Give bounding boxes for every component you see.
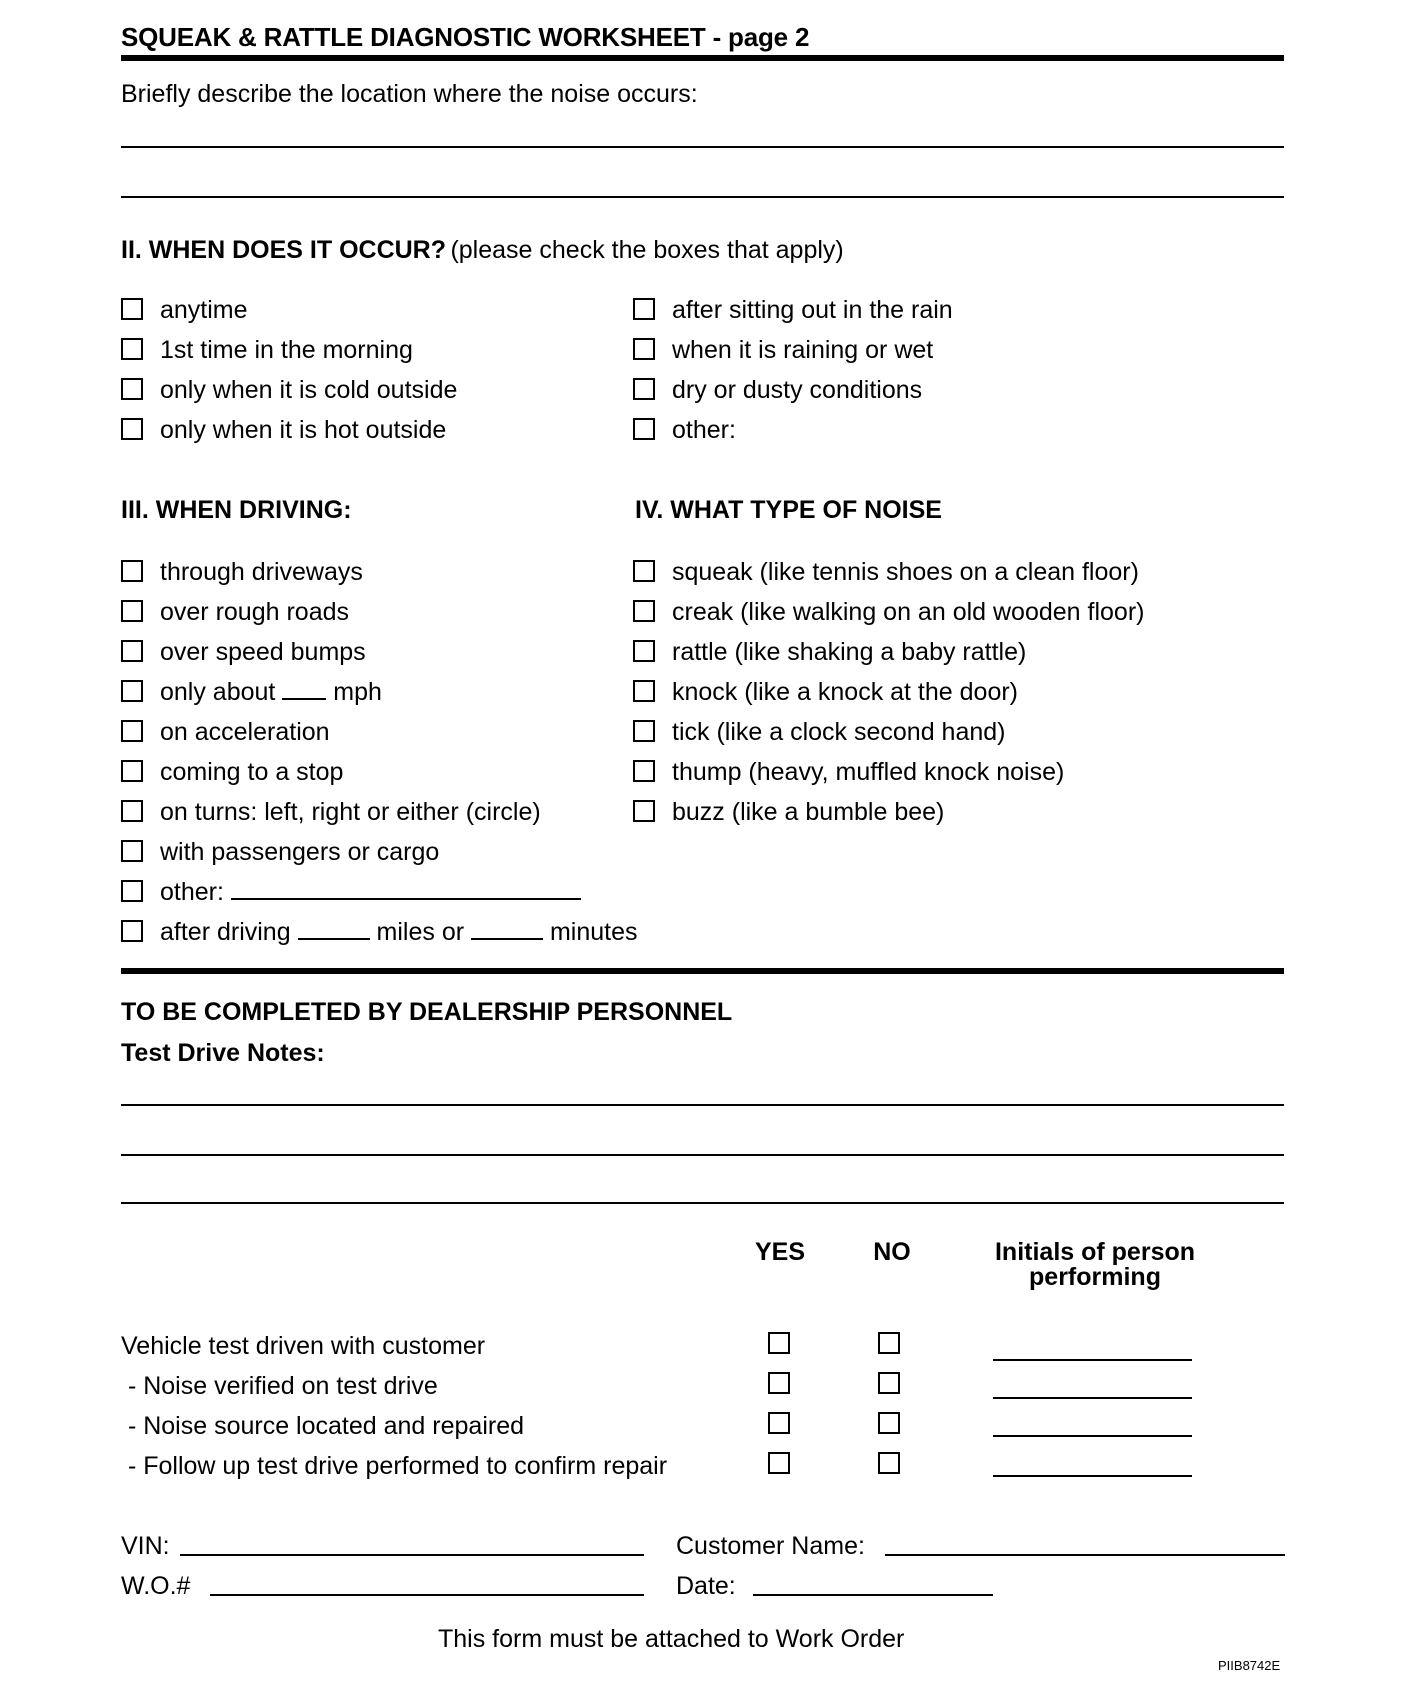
yes-checkbox[interactable] — [768, 1412, 790, 1434]
minutes-field[interactable] — [471, 918, 543, 940]
section2-note: (please check the boxes that apply) — [450, 236, 844, 264]
occur-option-label: only when it is cold outside — [160, 376, 458, 404]
checkbox[interactable] — [121, 920, 143, 942]
after-driving-label: after driving — [160, 918, 291, 946]
miles-field[interactable] — [298, 918, 370, 940]
checkbox[interactable] — [633, 720, 655, 742]
speed-label-before: only about — [160, 678, 276, 706]
driving-option-label: over speed bumps — [160, 638, 366, 666]
wo-label: W.O.# — [121, 1572, 191, 1600]
checkbox[interactable] — [633, 680, 655, 702]
minutes-label: minutes — [549, 918, 638, 946]
checkbox[interactable] — [633, 760, 655, 782]
initials-header-line2: performing — [1029, 1263, 1161, 1291]
initials-column-header — [980, 1240, 1210, 1290]
driving-option-label: on turns: left, right or either (circle) — [160, 798, 541, 826]
occur-option-label: dry or dusty conditions — [672, 376, 923, 404]
driving-option-label: with passengers or cargo — [160, 838, 440, 866]
noise-option-label: squeak (like tennis shoes on a clean floor) — [672, 558, 1139, 586]
dealer-divider — [121, 968, 1284, 974]
checkbox[interactable] — [633, 800, 655, 822]
checkbox[interactable] — [121, 800, 143, 822]
checkbox[interactable] — [121, 680, 143, 702]
section2-heading: II. WHEN DOES IT OCCUR? — [121, 236, 446, 264]
occur-option-label: 1st time in the morning — [160, 336, 413, 364]
no-checkbox[interactable] — [878, 1412, 900, 1434]
checkbox[interactable] — [633, 418, 655, 440]
no-column-header: NO — [873, 1238, 911, 1266]
title-divider — [121, 55, 1284, 61]
speed-field[interactable] — [282, 678, 326, 700]
test-drive-notes-label: Test Drive Notes: — [121, 1039, 325, 1067]
driving-option-label: coming to a stop — [160, 758, 344, 786]
checkbox[interactable] — [633, 600, 655, 622]
checkbox[interactable] — [121, 880, 143, 902]
initials-line[interactable] — [993, 1435, 1192, 1437]
noise-option-label: creak (like walking on an old wooden floor) — [672, 598, 1145, 626]
occur-option-label: after sitting out in the rain — [672, 296, 953, 324]
initials-header-line1: Initials of person — [994, 1238, 1196, 1266]
checkbox[interactable] — [121, 378, 143, 400]
dealer-heading: TO BE COMPLETED BY DEALERSHIP PERSONNEL — [121, 998, 733, 1026]
noise-option-label: knock (like a knock at the door) — [672, 678, 1018, 706]
verify-row-label: Vehicle test driven with customer — [121, 1332, 486, 1360]
wo-field[interactable] — [210, 1594, 644, 1596]
other-field[interactable] — [231, 878, 581, 900]
notes-line-3[interactable] — [121, 1202, 1284, 1204]
other-label: other: — [160, 878, 224, 906]
noise-option-label: rattle (like shaking a baby rattle) — [672, 638, 1027, 666]
vin-field[interactable] — [180, 1554, 644, 1556]
section3-heading: III. WHEN DRIVING: — [121, 496, 352, 524]
notes-line-2[interactable] — [121, 1154, 1284, 1156]
initials-line[interactable] — [993, 1359, 1192, 1361]
checkbox[interactable] — [121, 640, 143, 662]
verify-row-label: - Follow up test drive performed to confirm repair — [121, 1452, 668, 1480]
location-line-2[interactable] — [121, 196, 1284, 198]
occur-option-label: when it is raining or wet — [672, 336, 934, 364]
checkbox[interactable] — [121, 338, 143, 360]
yes-checkbox[interactable] — [768, 1372, 790, 1394]
verify-row-label: - Noise source located and repaired — [121, 1412, 525, 1440]
form-code: PIIB8742E — [1218, 1658, 1281, 1673]
noise-option-label: buzz (like a bumble bee) — [672, 798, 945, 826]
checkbox[interactable] — [633, 560, 655, 582]
section2-heading-row — [121, 236, 844, 265]
checkbox[interactable] — [121, 760, 143, 782]
notes-line-1[interactable] — [121, 1104, 1284, 1106]
checkbox[interactable] — [121, 840, 143, 862]
noise-option-label: thump (heavy, muffled knock noise) — [672, 758, 1065, 786]
speed-label-after: mph — [333, 678, 382, 706]
checkbox[interactable] — [121, 418, 143, 440]
yes-checkbox[interactable] — [768, 1332, 790, 1354]
attach-note: This form must be attached to Work Order — [438, 1625, 905, 1653]
page-title: SQUEAK & RATTLE DIAGNOSTIC WORKSHEET - page 2 — [121, 22, 810, 52]
location-prompt: Briefly describe the location where the noise occurs: — [121, 80, 698, 108]
location-line-1[interactable] — [121, 146, 1284, 148]
speed-label-wrap — [160, 678, 382, 707]
checkbox[interactable] — [633, 378, 655, 400]
initials-line[interactable] — [993, 1475, 1192, 1477]
date-label: Date: — [676, 1572, 736, 1600]
miles-label: miles or — [376, 918, 465, 946]
verify-row-label: - Noise verified on test drive — [121, 1372, 438, 1400]
checkbox[interactable] — [633, 298, 655, 320]
no-checkbox[interactable] — [878, 1332, 900, 1354]
checkbox[interactable] — [121, 720, 143, 742]
vin-label: VIN: — [121, 1532, 170, 1560]
yes-checkbox[interactable] — [768, 1452, 790, 1474]
section4-heading: IV. WHAT TYPE OF NOISE — [635, 496, 942, 524]
occur-option-label: other: — [672, 416, 736, 444]
no-checkbox[interactable] — [878, 1372, 900, 1394]
driving-option-label: on acceleration — [160, 718, 330, 746]
date-field[interactable] — [753, 1594, 993, 1596]
checkbox[interactable] — [633, 338, 655, 360]
yes-column-header: YES — [754, 1238, 806, 1266]
driving-option-label: over rough roads — [160, 598, 350, 626]
customer-name-field[interactable] — [885, 1554, 1285, 1556]
occur-option-label: anytime — [160, 296, 248, 324]
occur-option-label: only when it is hot outside — [160, 416, 447, 444]
after-driving-wrap — [160, 918, 638, 947]
other-label-wrap — [160, 878, 581, 907]
checkbox[interactable] — [633, 640, 655, 662]
checkbox[interactable] — [121, 298, 143, 320]
noise-option-label: tick (like a clock second hand) — [672, 718, 1006, 746]
no-checkbox[interactable] — [878, 1452, 900, 1474]
customer-name-label: Customer Name: — [676, 1532, 865, 1560]
initials-line[interactable] — [993, 1397, 1192, 1399]
driving-option-label: through driveways — [160, 558, 363, 586]
checkbox[interactable] — [121, 600, 143, 622]
checkbox[interactable] — [121, 560, 143, 582]
